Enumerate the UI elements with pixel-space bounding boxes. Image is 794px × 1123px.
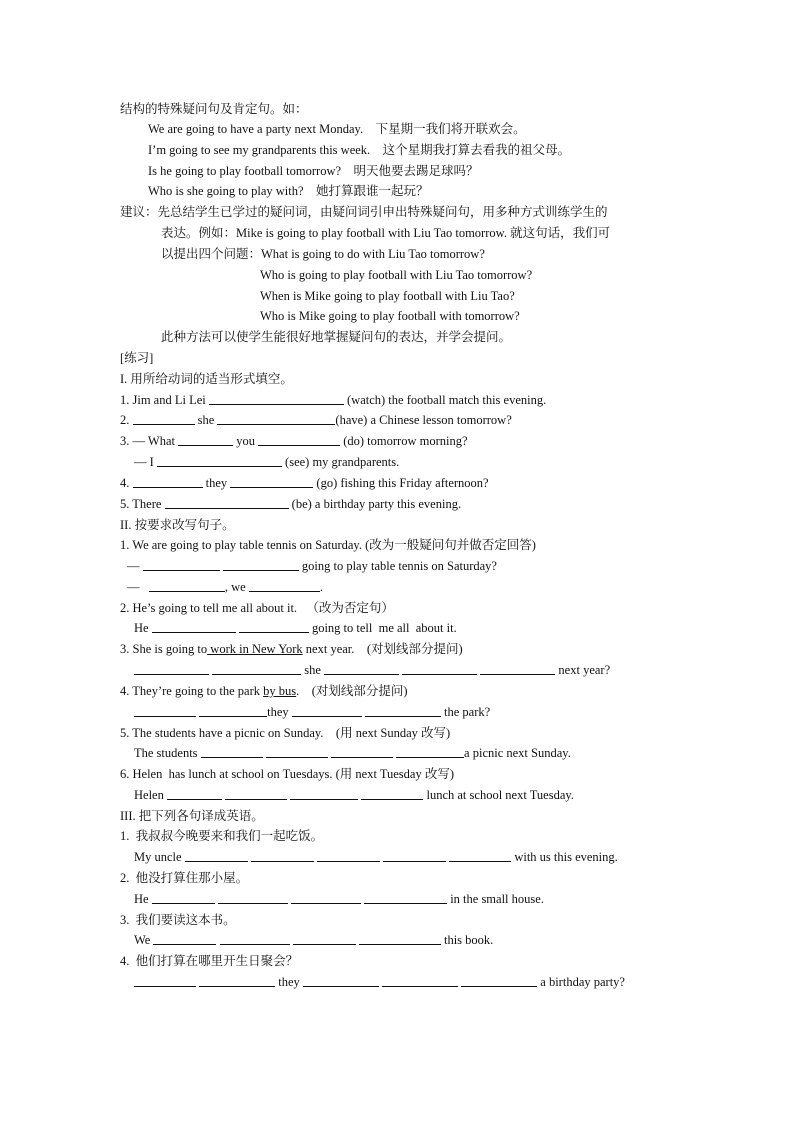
section3-title: III. 把下列各句译成英语。 bbox=[120, 809, 264, 823]
exercise3-item4-answer: they a birthday party? bbox=[134, 974, 625, 990]
answer-blank[interactable] bbox=[143, 558, 220, 571]
answer-blank[interactable] bbox=[134, 662, 209, 675]
exercise1-item5: 5. There (be) a birthday party this evening. bbox=[120, 497, 462, 511]
exercise2-item6: 6. Helen has lunch at school on Tuesdays. (用 next Tuesday 改写) bbox=[120, 767, 455, 781]
exercise2-item3: 3. She is going to work in New York next year. (对划线部分提问) bbox=[120, 642, 463, 656]
answer-blank[interactable] bbox=[480, 662, 555, 675]
advice-line-3: 以提出四个问题：What is going to do with Liu Tao tomorrow? bbox=[161, 247, 485, 261]
exercise2-item2-answer: He going to tell me all about it. bbox=[134, 621, 457, 635]
exercise3-item2-answer: He in the small house. bbox=[134, 892, 544, 906]
exercise2-item5-answer: The students a picnic next Sunday. bbox=[134, 746, 571, 760]
answer-blank[interactable] bbox=[217, 412, 335, 425]
advice-question-2: Who is going to play football with Liu Tao tomorrow? bbox=[260, 268, 533, 282]
answer-blank[interactable] bbox=[396, 745, 464, 758]
answer-blank[interactable] bbox=[251, 849, 314, 862]
answer-blank[interactable] bbox=[218, 891, 288, 904]
answer-blank[interactable] bbox=[324, 662, 399, 675]
exercise3-item1: 1. 我叔叔今晚要来和我们一起吃饭。 bbox=[120, 829, 324, 843]
advice-line-1: 建议：先总结学生已学过的疑问词，由疑问词引申出特殊疑问句，用多种方式训练学生的 bbox=[120, 205, 608, 219]
answer-blank[interactable] bbox=[223, 558, 299, 571]
answer-blank[interactable] bbox=[225, 787, 287, 800]
answer-blank[interactable] bbox=[303, 974, 379, 987]
answer-blank[interactable] bbox=[382, 974, 458, 987]
answer-blank[interactable] bbox=[291, 891, 361, 904]
example-4: Who is she going to play with? 她打算跟谁一起玩？ bbox=[148, 184, 429, 198]
exercise2-item1: 1. We are going to play table tennis on Saturday. (改为一般疑问句并做否定回答) bbox=[120, 538, 536, 552]
answer-blank[interactable] bbox=[266, 745, 328, 758]
exercise2-item4: 4. They’re going to the park by bus. (对划线部分提问) bbox=[120, 684, 408, 698]
example-3: Is he going to play football tomorrow? 明天他要去踢足球吗？ bbox=[148, 164, 479, 178]
answer-blank[interactable] bbox=[134, 974, 196, 987]
answer-blank[interactable] bbox=[133, 475, 203, 488]
answer-blank[interactable] bbox=[317, 849, 380, 862]
answer-blank[interactable] bbox=[178, 433, 233, 446]
advice-question-3: When is Mike going to play football with Liu Tao? bbox=[260, 289, 515, 303]
answer-blank[interactable] bbox=[209, 392, 344, 405]
answer-blank[interactable] bbox=[293, 932, 356, 945]
exercise2-item6-answer: Helen lunch at school next Tuesday. bbox=[134, 788, 574, 802]
answer-blank[interactable] bbox=[152, 620, 236, 633]
exercise3-item2: 2. 他没打算住那小屋。 bbox=[120, 871, 249, 885]
answer-blank[interactable] bbox=[199, 974, 275, 987]
exercise1-item2: 2. she (have) a Chinese lesson tomorrow? bbox=[120, 413, 512, 427]
answer-blank[interactable] bbox=[383, 849, 446, 862]
answer-blank[interactable] bbox=[157, 454, 282, 467]
answer-blank[interactable] bbox=[290, 787, 358, 800]
advice-line-2: 表达。例如：Mike is going to play football with Liu Tao tomorrow. 就这句话，我们可 bbox=[161, 226, 611, 240]
answer-blank[interactable] bbox=[331, 745, 393, 758]
exercise2-item1-line1: — going to play table tennis on Saturday? bbox=[127, 559, 497, 573]
answer-blank[interactable] bbox=[402, 662, 477, 675]
exercise2-item1-line2: — , we . bbox=[127, 580, 323, 594]
exercise2-item3-answer: she next year? bbox=[134, 662, 610, 678]
answer-blank[interactable] bbox=[361, 787, 423, 800]
answer-blank[interactable] bbox=[149, 579, 225, 592]
answer-blank[interactable] bbox=[185, 849, 248, 862]
example-2: I’m going to see my grandparents this week. 这个星期我打算去看我的祖父母。 bbox=[148, 143, 571, 157]
answer-blank[interactable] bbox=[258, 433, 340, 446]
exercise3-item4: 4. 他们打算在哪里开生日聚会？ bbox=[120, 954, 299, 968]
exercise1-item1: 1. Jim and Li Lei (watch) the football match this evening. bbox=[120, 393, 547, 407]
answer-blank[interactable] bbox=[461, 974, 537, 987]
answer-blank[interactable] bbox=[292, 704, 362, 717]
answer-blank[interactable] bbox=[199, 704, 267, 717]
answer-blank[interactable] bbox=[239, 620, 309, 633]
exercise1-item3: 3. — What you (do) tomorrow morning? bbox=[120, 434, 468, 448]
answer-blank[interactable] bbox=[359, 932, 441, 945]
answer-blank[interactable] bbox=[153, 932, 216, 945]
answer-blank[interactable] bbox=[212, 662, 301, 675]
exercise2-item5: 5. The students have a picnic on Sunday. (用 next Sunday 改写) bbox=[120, 726, 451, 740]
answer-blank[interactable] bbox=[201, 745, 263, 758]
section1-title: I. 用所给动词的适当形式填空。 bbox=[120, 372, 293, 386]
exercise3-item3: 3. 我们要读这本书。 bbox=[120, 913, 236, 927]
exercise1-item4: 4. they (go) fishing this Friday afternoon? bbox=[120, 476, 489, 490]
answer-blank[interactable] bbox=[133, 412, 195, 425]
answer-blank[interactable] bbox=[249, 579, 320, 592]
answer-blank[interactable] bbox=[365, 704, 441, 717]
answer-blank[interactable] bbox=[364, 891, 447, 904]
exercise2-item2: 2. He’s going to tell me all about it. （改为否定句） bbox=[120, 601, 394, 615]
answer-blank[interactable] bbox=[449, 849, 511, 862]
exercise1-item3-reply: — I (see) my grandparents. bbox=[134, 455, 400, 469]
exercise3-item3-answer: We this book. bbox=[134, 933, 494, 947]
answer-blank[interactable] bbox=[152, 891, 215, 904]
intro-text: 结构的特殊疑问句及肯定句。如： bbox=[120, 102, 308, 116]
answer-blank[interactable] bbox=[165, 496, 289, 509]
practice-label: [练习] bbox=[120, 351, 154, 365]
example-1: We are going to have a party next Monday. 下星期一我们将开联欢会。 bbox=[148, 122, 526, 136]
answer-blank[interactable] bbox=[134, 704, 196, 717]
exercise3-item1-answer: My uncle with us this evening. bbox=[134, 850, 618, 864]
answer-blank[interactable] bbox=[220, 932, 290, 945]
answer-blank[interactable] bbox=[230, 475, 313, 488]
advice-question-4: Who is Mike going to play football with tomorrow? bbox=[260, 309, 520, 323]
section2-title: II. 按要求改写句子。 bbox=[120, 518, 235, 532]
advice-summary: 此种方法可以使学生能很好地掌握疑问句的表达，并学会提问。 bbox=[161, 330, 512, 344]
exercise2-item4-answer: they the park? bbox=[134, 704, 490, 720]
answer-blank[interactable] bbox=[167, 787, 222, 800]
